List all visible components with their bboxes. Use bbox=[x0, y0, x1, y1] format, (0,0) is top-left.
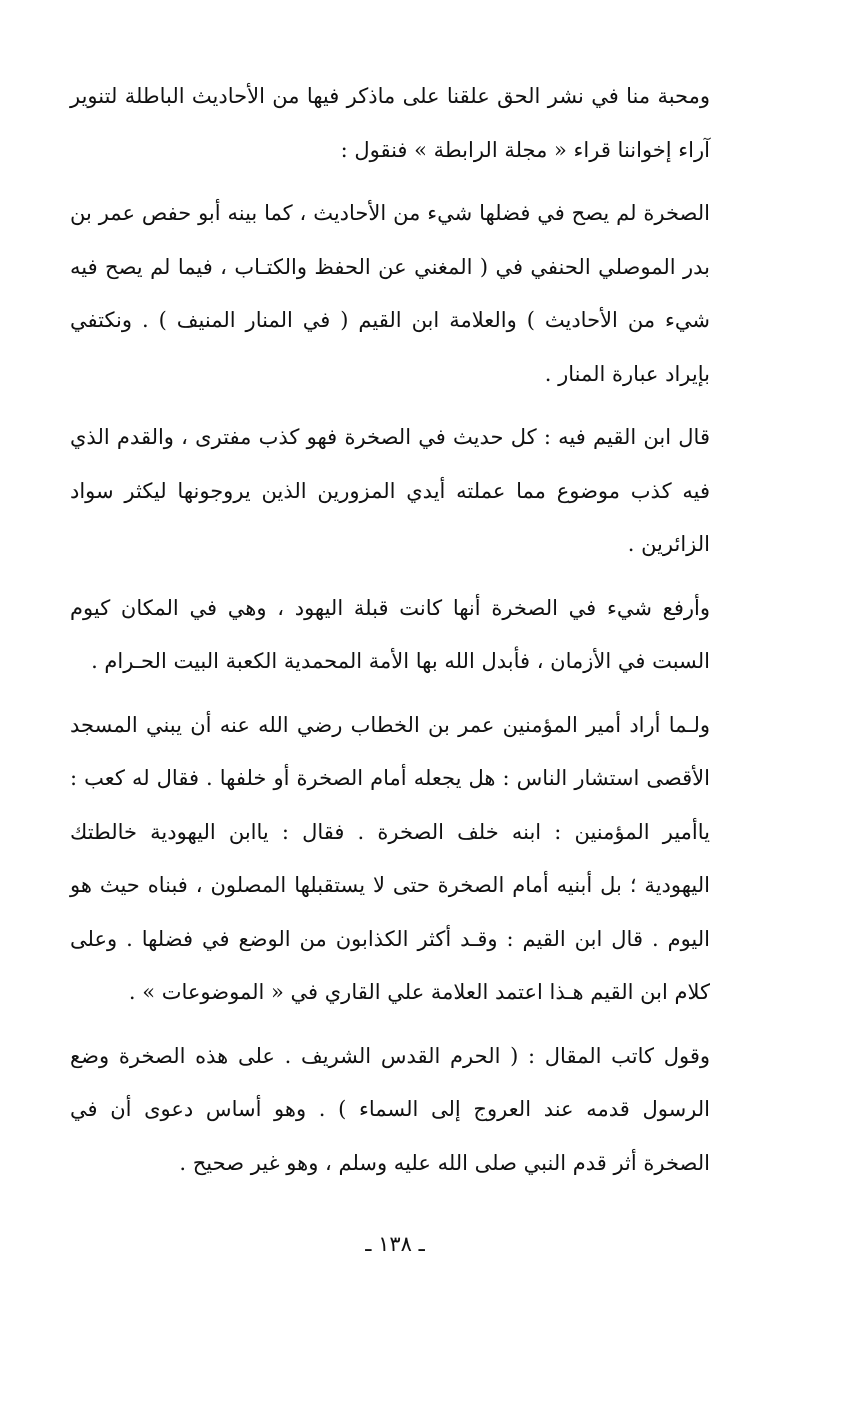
paragraph-intro: ومحبة منا في نشر الحق علقنا على ماذكر فيها من الأحاديث الباطلة لتنوير آراء إخواننا قراء « مجلة الرابطة » فنقول : bbox=[70, 84, 710, 162]
paragraph-rock-hadith: الصخرة لم يصح في فضلها شيء من الأحاديث ، كما بينه أبو حفص عمر بن بدر الموصلي الحنفي في ( المغني عن الحفظ والكتـاب ، فيما لم يصح فيه شيء من الأحاديث ) والعلامة ابن القيم ( في المنار المنيف ) . ونكتفي بإيراد عبارة المنار . bbox=[70, 201, 710, 386]
paragraph-article-claim: وقول كاتب المقال : ( الحرم القدس الشريف . على هذه الصخرة وضع الرسول قدمه عند العروج إلى السماء ) . وهو أساس دعوى أن في الصخرة أثر قدم النبي صلى الله عليه وسلم ، وهو غير صحيح . bbox=[70, 1043, 710, 1175]
paragraph-ibn-qayyim-quote: قال ابن القيم فيه : كل حديث في الصخرة فهو كذب مفترى ، والقدم الذي فيه كذب موضوع مما عملته أيدي المزورين الذين يروجونها ليكثر سواد الزائرين . bbox=[70, 425, 710, 556]
paragraph-umar-story: ولـما أراد أمير المؤمنين عمر بن الخطاب رضي الله عنه أن يبني المسجد الأقصى استشار الناس : هل يجعله أمام الصخرة أو خلفها . فقال له كعب : ياأمير المؤمنين : ابنه خلف الصخرة . فقال : ياابن اليهودية خالطتك اليهودية ؛ بل أبنيه أمام الصخرة حتى لا يستقبلها المصلون ، فبناه حيث هو اليوم . قال ابن القيم : وقـد أكثر الكذابون من الوضع في فضلها . وعلى كلام ابن القيم هـذا اعتمد العلامة علي القاري في « الموضوعات » . bbox=[70, 712, 711, 1004]
page-number: ـ ١٣٨ ـ bbox=[365, 1232, 425, 1256]
paragraph-qibla: وأرفع شيء في الصخرة أنها كانت قبلة اليهود ، وهي في المكان كيوم السبت في الأزمان ، فأبدل الله بها الأمة المحمدية الكعبة البيت الحـرام . bbox=[70, 595, 710, 673]
page-body bbox=[70, 70, 710, 1200]
